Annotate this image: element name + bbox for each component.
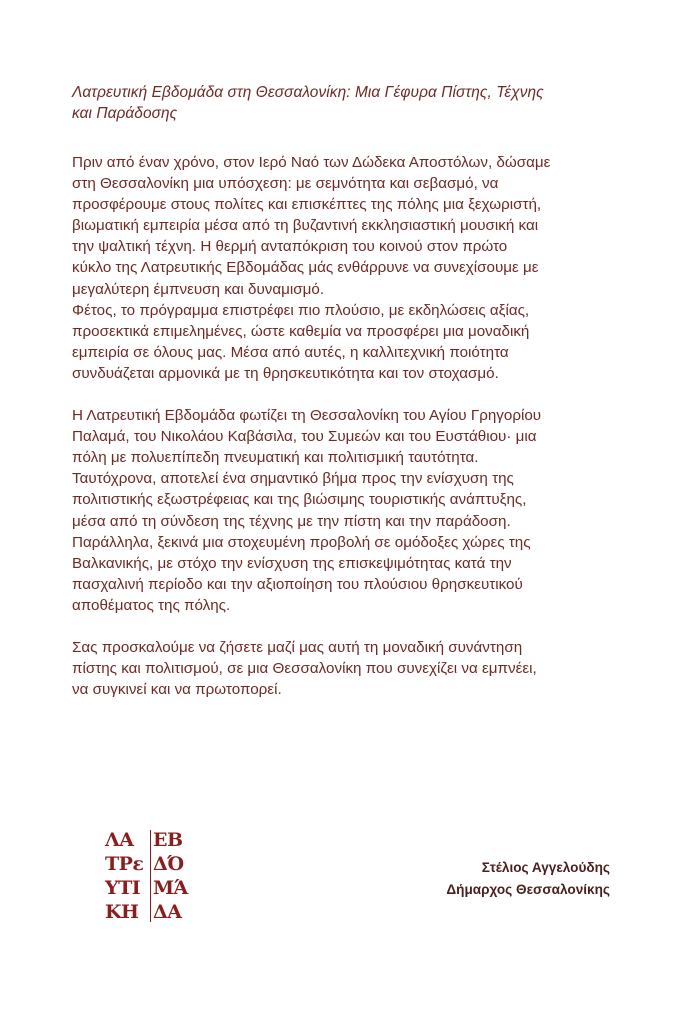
text-line: προσεκτικά επιμελημένες, ώστε καθεμία να προσφέρει μια μοναδική — [72, 322, 530, 340]
text-line: πολιτιστικής εξωστρέφειας και της βιώσιμης τουριστικής ανάπτυξης, — [72, 491, 527, 509]
logo-text: ΔΌ — [153, 853, 184, 875]
text-line: πασχαλινή περίοδο και την αξιοποίηση του πλούσιου θρησκευτικού — [72, 575, 523, 593]
signature-block — [446, 857, 610, 901]
signatory-name: Στέλιος Αγγελούδης — [481, 860, 610, 875]
text-line: κύκλο της Λατρευτικής Εβδομάδας μάς ενθάρρυνε να συνεχίσουμε με — [72, 259, 539, 277]
text-line: Βαλκανικής, με στόχο την ενίσχυση της επισκεψιμότητας κατά την — [72, 554, 512, 572]
text-line: Η Λατρευτική Εβδομάδα φωτίζει τη Θεσσαλονίκη του Αγίου Γρηγορίου — [72, 407, 542, 425]
latreutiki-evdomada-logo — [105, 828, 197, 924]
text-line: Σας προσκαλούμε να ζήσετε μαζί μας αυτή τη μοναδική συνάντηση — [72, 638, 523, 656]
text-line: μέσα από τη σύνδεση της τέχνης με την πίστη και την παράδοση. — [72, 512, 511, 530]
logo-right-column — [153, 828, 197, 924]
text-line: Παλαμά, του Νικολάου Καβάσιλα, του Συμεών και του Ευστάθιου· μια — [72, 428, 537, 446]
letter-body — [72, 152, 632, 721]
text-line: μεγαλύτερη έμπνευση και δυναμισμό. — [72, 280, 325, 298]
text-line: την ψαλτική τέχνη. Η θερμή ανταπόκριση του κοινού στον πρώτο — [72, 238, 508, 256]
text-line: βιωματική εμπειρία μέσα από τη βυζαντινή εκκλησιαστική μουσική και — [72, 217, 539, 235]
text-line: συνδυάζεται αρμονικά με τη θρησκευτικότητα και τον στοχασμό. — [72, 364, 499, 382]
logo-text: ΕΒ — [153, 829, 183, 851]
text-line: να συγκινεί και να πρωτοπορεί. — [72, 681, 282, 699]
logo-left-column — [105, 828, 149, 924]
title-line: και Παράδοσης — [72, 105, 178, 122]
text-line: Φέτος, το πρόγραμμα επιστρέφει πιο πλούσιο, με εκδηλώσεις αξίας, — [72, 301, 530, 319]
text-line: Ταυτόχρονα, αποτελεί ένα σημαντικό βήμα προς την ενίσχυση της — [72, 470, 514, 488]
text-line: εμπειρία σε όλους μας. Μέσα από αυτές, η καλλιτεχνική ποιότητα — [72, 343, 509, 361]
logo-text: ΚΗ — [105, 901, 139, 923]
title-line: Λατρευτική Εβδομάδα στη Θεσσαλονίκη: Μια Γέφυρα Πίστης, Τέχνης — [72, 84, 544, 101]
paragraph-3 — [72, 637, 632, 700]
logo-text: ΥΤΙ — [105, 877, 141, 899]
text-line: αποθέματος της πόλης. — [72, 596, 231, 614]
paragraph-1 — [72, 152, 632, 384]
logo-text: ΤΡε — [105, 853, 144, 875]
paragraph-2 — [72, 405, 632, 616]
signatory-role: Δήμαρχος Θεσσαλονίκης — [446, 882, 610, 897]
text-line: πόλη με πολυεπίπεδη πνευματική και πολιτισμική ταυτότητα. — [72, 449, 479, 467]
logo-text: ΔΑ — [153, 901, 182, 923]
text-line: Πριν από έναν χρόνο, στον Ιερό Ναό των Δώδεκα Αποστόλων, δώσαμε — [72, 154, 551, 171]
text-line: Παράλληλα, ξεκινά μια στοχευμένη προβολή σε ομόδοξες χώρες της — [72, 533, 531, 551]
logo-text: ΛΑ — [105, 829, 134, 851]
logo-text: ΜΆ — [153, 877, 188, 899]
text-line: προσφέρουμε στους πολίτες και επισκέπτες της πόλης μια ξεχωριστή, — [72, 196, 542, 214]
text-line: πίστης και πολιτισμού, σε μια Θεσσαλονίκη που συνεχίζει να εμπνέει, — [72, 660, 537, 678]
logo-divider — [150, 830, 151, 922]
text-line: στη Θεσσαλονίκη μια υπόσχεση: με σεμνότητα και σεβασμό, να — [72, 175, 499, 193]
document-title — [72, 82, 632, 124]
